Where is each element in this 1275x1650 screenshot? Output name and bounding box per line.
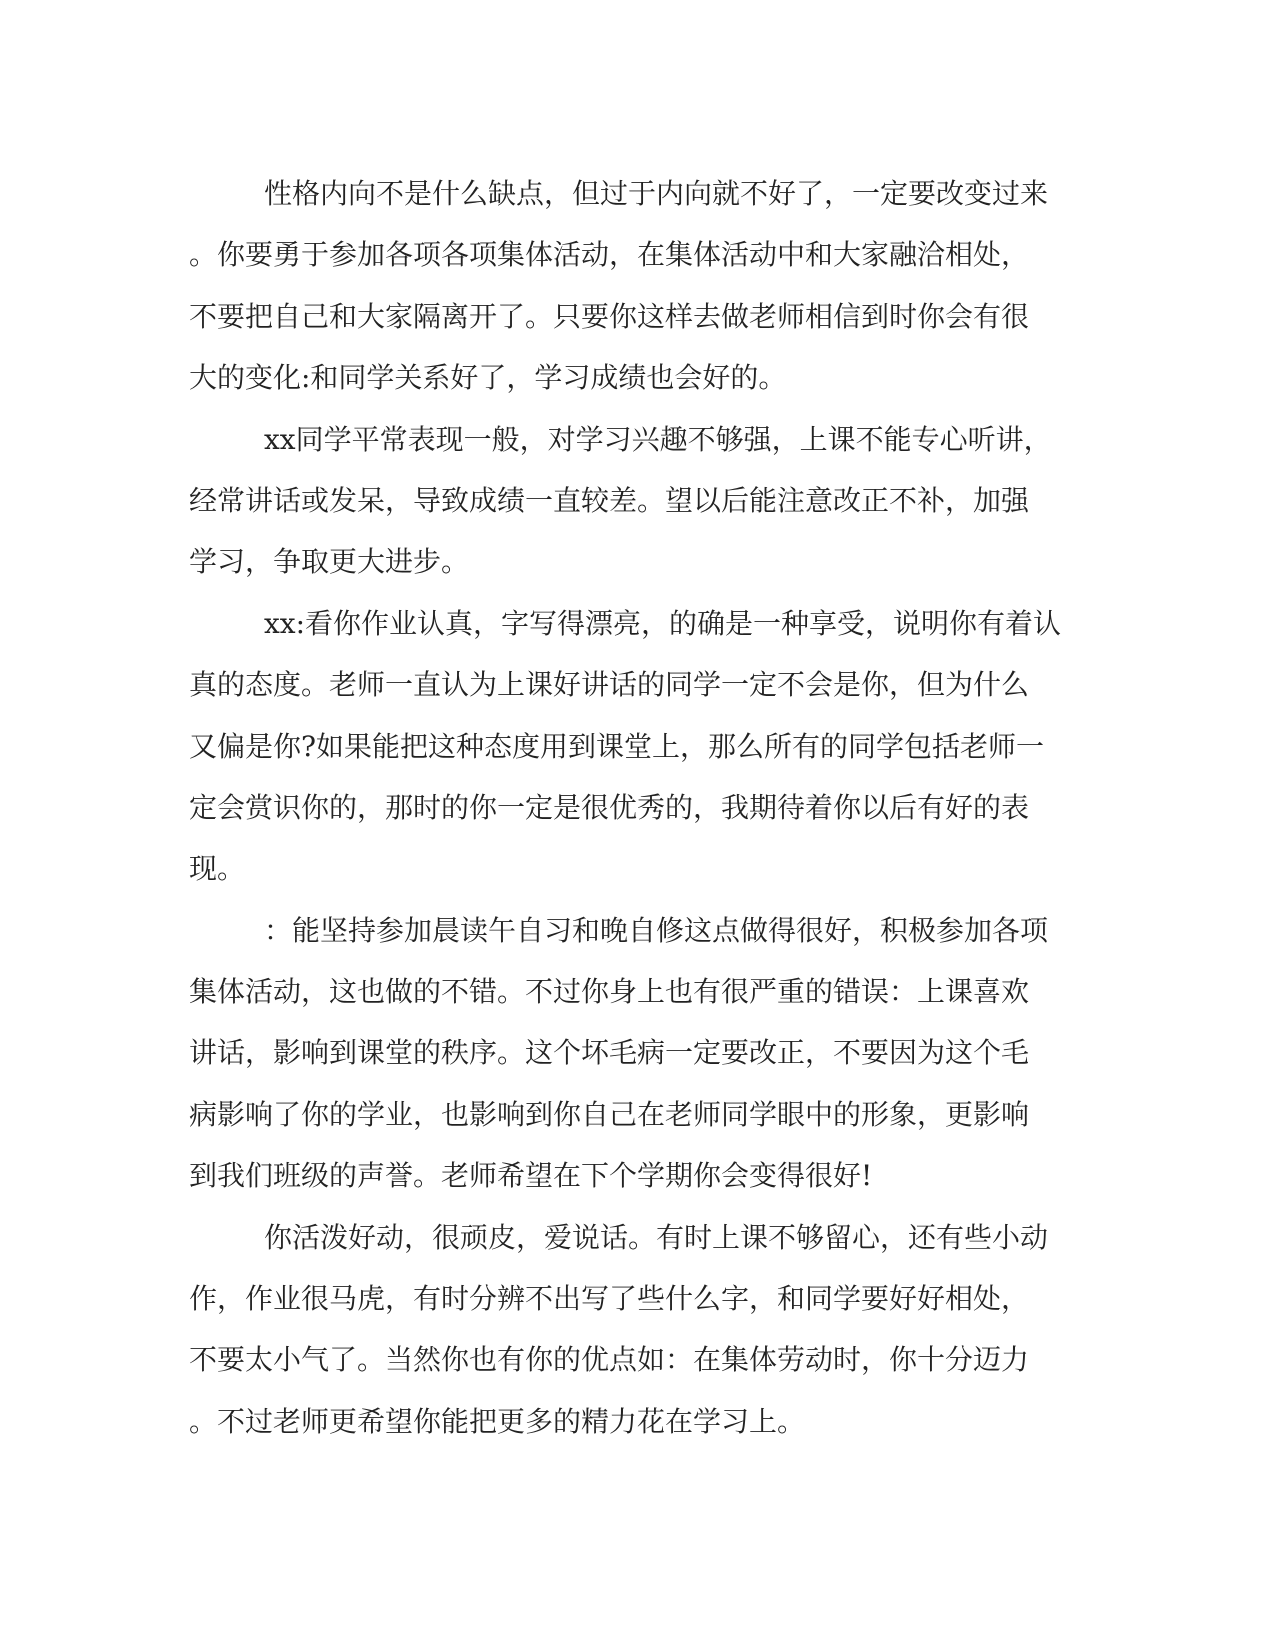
- paragraph-line: 真的态度。老师一直认为上课好讲话的同学一定不会是你，但为什么: [189, 668, 1030, 702]
- paragraph-line: 性格内向不是什么缺点，但过于内向就不好了，一定要改变过来: [264, 177, 1049, 210]
- paragraph-line: 到我们班级的声誉。老师希望在下个学期你会变得很好!: [189, 1159, 873, 1193]
- paragraph-line: 学习，争取更大进步。: [189, 545, 470, 579]
- paragraph-line: xx:看你作业认真，字写得漂亮，的确是一种享受，说明你有着认: [264, 606, 1062, 640]
- paragraph-line: 又偏是你?如果能把这种态度用到课堂上，那么所有的同学包括老师一: [189, 729, 1045, 763]
- paragraph-line: 讲话，影响到课堂的秩序。这个坏毛病一定要改正，不要因为这个毛: [189, 1036, 1030, 1070]
- paragraph-5: [189, 1207, 1089, 1453]
- paragraph-line: ：能坚持参加晨读午自习和晚自修这点做得很好，积极参加各项: [264, 913, 1049, 947]
- document-body: [189, 163, 1089, 1452]
- paragraph-line: xx同学平常表现一般，对学习兴趣不够强，上课不能专心听讲，: [264, 422, 1052, 456]
- paragraph-line: 集体活动，这也做的不错。不过你身上也有很严重的错误：上课喜欢: [189, 975, 1030, 1009]
- paragraph-line: 不要把自己和大家隔离开了。只要你这样去做老师相信到时你会有很: [189, 299, 1030, 333]
- paragraph-1: [189, 163, 1089, 409]
- paragraph-line: 定会赏识你的，那时的你一定是很优秀的，我期待着你以后有好的表: [189, 790, 1030, 824]
- paragraph-line: 你活泼好动，很顽皮，爱说话。有时上课不够留心，还有些小动: [264, 1220, 1049, 1254]
- paragraph-line: 。你要勇于参加各项各项集体活动，在集体活动中和大家融洽相处，: [189, 238, 1030, 272]
- paragraph-line: 作，作业很马虎，有时分辨不出写了些什么字，和同学要好好相处，: [189, 1282, 1030, 1316]
- paragraph-line: 大的变化:和同学关系好了，学习成绩也会好的。: [189, 361, 787, 395]
- paragraph-2: [189, 409, 1089, 593]
- paragraph-line: 经常讲话或发呆，导致成绩一直较差。望以后能注意改正不补，加强: [189, 483, 1030, 517]
- paragraph-line: 现。: [189, 852, 246, 886]
- paragraph-4: [189, 900, 1089, 1207]
- paragraph-line: 病影响了你的学业，也影响到你自己在老师同学眼中的形象，更影响: [189, 1097, 1030, 1131]
- paragraph-line: 不要太小气了。当然你也有你的优点如：在集体劳动时，你十分迈力: [189, 1343, 1030, 1377]
- paragraph-3: [189, 593, 1089, 900]
- paragraph-line: 。不过老师更希望你能把更多的精力花在学习上。: [189, 1404, 806, 1438]
